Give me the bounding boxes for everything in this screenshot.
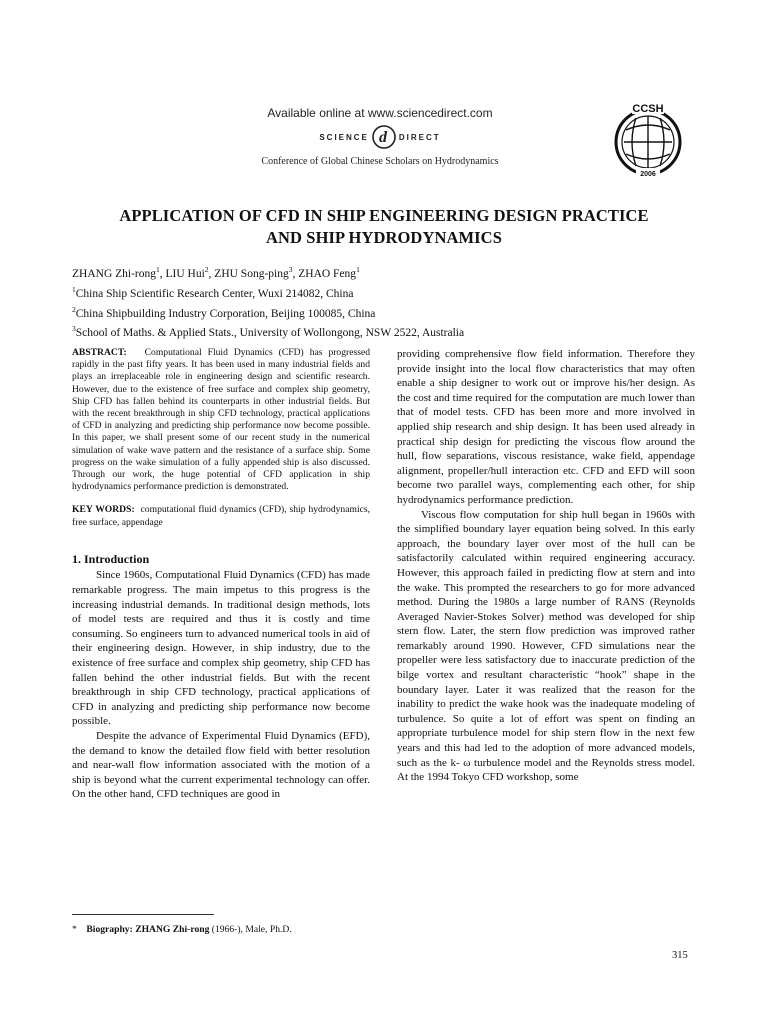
logo-left-word: SCIENCE bbox=[319, 132, 369, 142]
affiliation-1 bbox=[72, 282, 692, 302]
footnote-label: Biography: bbox=[86, 924, 133, 935]
journal-header bbox=[200, 106, 560, 167]
footnote bbox=[72, 924, 292, 935]
body-paragraph: Viscous flow computation for ship hull began in 1960s with the simplified boundary layer equation being solved. In this early approach, the boundary layer over most of the hull can be satisfactorily calculated within required engineering accuracy. However, this approach failed in predicting flow at stern and into the wake. This prompted the researchers to go for more advanced method. During the 1980s a large number of RANS (Reynolds Averaged Navier-Stokes Solver) method was developed for ship stern flow. Later, the stern flow prediction was improved rather remarkably around 1990. However, CFD simulations near the propeller were less satisfactory due to inaccurate prediction of the bilge vortex and resultant characteristic “hook” shape in the boundary layer. Later it was realized that the reason for the inability to predict the wake hook was the inadequate modeling of turbulence. So quite a lot of effort was spent on finding an appropriate turbulence model for ship stern flow in the next few years and this had led to the adoption of more advanced models, such as the k- ω turbulence model and the Reynolds stress model. At the 1994 Tokyo CFD workshop, some bbox=[397, 508, 695, 784]
affiliation-marker: 2 bbox=[72, 304, 76, 314]
keywords-label: KEY WORDS: bbox=[72, 504, 135, 516]
sciencedirect-logo bbox=[200, 124, 560, 150]
affiliation-3 bbox=[72, 321, 692, 341]
author-name: ZHU Song-ping bbox=[214, 267, 289, 280]
footnote-name: ZHANG Zhi-rong bbox=[135, 924, 210, 935]
body-paragraph: Since 1960s, Computational Fluid Dynamics (CFD) has made remarkable progress. The main impetus to this progress is the increasing industrial demands. In traditional design methods, lots of model tests are required and thus it is costly and time consuming. So engineers turn to advanced numerical tools in aid of their engineering design. However, in ship industry, due to the existence of free surface and complex ship geometry, ship CFD has fallen behind the other industrial fields. But with the recent breakthrough in ship CFD technology, practical applications of CFD in analyzing and predicting ship performance now become possible. bbox=[72, 569, 370, 728]
author-name: ZHANG Zhi-rong bbox=[72, 267, 156, 280]
author-separator: , bbox=[292, 267, 299, 280]
seal-text: CCSH bbox=[632, 103, 664, 115]
abstract-text: Computational Fluid Dynamics (CFD) has progressed rapidly in the past fifty years. It has been used in many industrial fields and plays an irreplaceable role in engineering design and scientific research. However, due to the existence of free surface and complex ship geometry, Ship CFD has fallen behind its counterparts in other industrial fields. But with the recent breakthrough in ship CFD technology, practical applications of CFD in analyzing and predicting ship performance now become possible. In this paper, we shall present some of our recent study in the numerical simulation of wake wave pattern and the resistance of a surface ship. Some progress on the wake simulation of a fully appended ship is also discussed. Through our work, the huge potential of CFD application in ship hydrodynamics performance prediction is demonstrated. bbox=[72, 347, 371, 493]
footnote-divider bbox=[72, 914, 214, 915]
footnote-details: (1966-), Male, Ph.D. bbox=[211, 924, 292, 935]
body-paragraph: Despite the advance of Experimental Fluid Dynamics (EFD), the demand to know the detailed flow field with better resolution and near-wall flow information associated with the motion of a ship is beyond what the current experimental technology can offer. On the other hand, CFD techniques are good in bbox=[72, 729, 370, 801]
affiliation-marker: 2 bbox=[204, 265, 209, 274]
ccsh-seal-logo bbox=[608, 100, 688, 180]
author-name: ZHAO Feng bbox=[298, 267, 357, 280]
body-paragraph: providing comprehensive flow field information. Therefore they provide insight into the local flow characteristics that may often enable a ship designer to work out or improve his/her design. As the cost and time required for the computation are much lower than that of model tests. CFD has been more and more involved in applied ship research and ship design. It has been used already in practical ship design for predicting the viscous flow around the hull, flow separations, viscous resistance, wake field, appendage alignment, propeller/hull interaction etc. CFD and EFD will soon become two parallel ways, complementing each other, for ship hydrodynamics performance prediction. bbox=[397, 348, 695, 506]
affiliation-text: China Shipbuilding Industry Corporation, Beijing 100085, China bbox=[75, 307, 376, 320]
keywords bbox=[72, 504, 370, 528]
abstract-label: ABSTRACT: bbox=[72, 347, 127, 358]
sciencedirect-at-icon bbox=[371, 124, 397, 150]
author-separator: , bbox=[159, 267, 166, 280]
author-block bbox=[72, 262, 692, 341]
title-line-2: AND SHIP HYDRODYNAMICS bbox=[266, 228, 502, 247]
page-number: 315 bbox=[672, 950, 688, 961]
affiliation-marker: 1 bbox=[72, 284, 76, 294]
logo-mark: d bbox=[378, 129, 389, 146]
right-column bbox=[397, 347, 695, 785]
logo-right-word: DIRECT bbox=[398, 132, 441, 142]
title-line-1: APPLICATION OF CFD IN SHIP ENGINEERING DESIGN PRACTICE bbox=[119, 206, 649, 225]
author-list bbox=[72, 262, 692, 282]
author-separator: , bbox=[208, 267, 215, 280]
affiliation-text: School of Maths. & Applied Stats., University of Wollongong, NSW 2522, Australia bbox=[75, 327, 465, 340]
footnote-marker: * bbox=[72, 924, 77, 935]
affiliation-text: China Ship Scientific Research Center, Wuxi 214082, China bbox=[75, 287, 354, 300]
affiliation-2 bbox=[72, 302, 692, 322]
paper-title bbox=[60, 205, 708, 249]
seal-year: 2006 bbox=[640, 171, 656, 178]
affiliation-marker: 1 bbox=[156, 265, 160, 274]
affiliation-marker: 1 bbox=[356, 265, 360, 274]
abstract bbox=[72, 347, 370, 493]
available-online-text: Available online at www.sciencedirect.com bbox=[267, 106, 493, 120]
section-heading-introduction: 1. Introduction bbox=[72, 551, 150, 566]
left-column bbox=[72, 347, 370, 802]
affiliation-marker: 3 bbox=[288, 265, 293, 274]
author-name: LIU Hui bbox=[165, 267, 205, 280]
keywords-text: computational fluid dynamics (CFD), ship hydrodynamics, free surface, appendage bbox=[72, 504, 371, 528]
conference-name: Conference of Global Chinese Scholars on Hydrodynamics bbox=[261, 156, 499, 167]
affiliation-marker: 3 bbox=[72, 324, 76, 334]
